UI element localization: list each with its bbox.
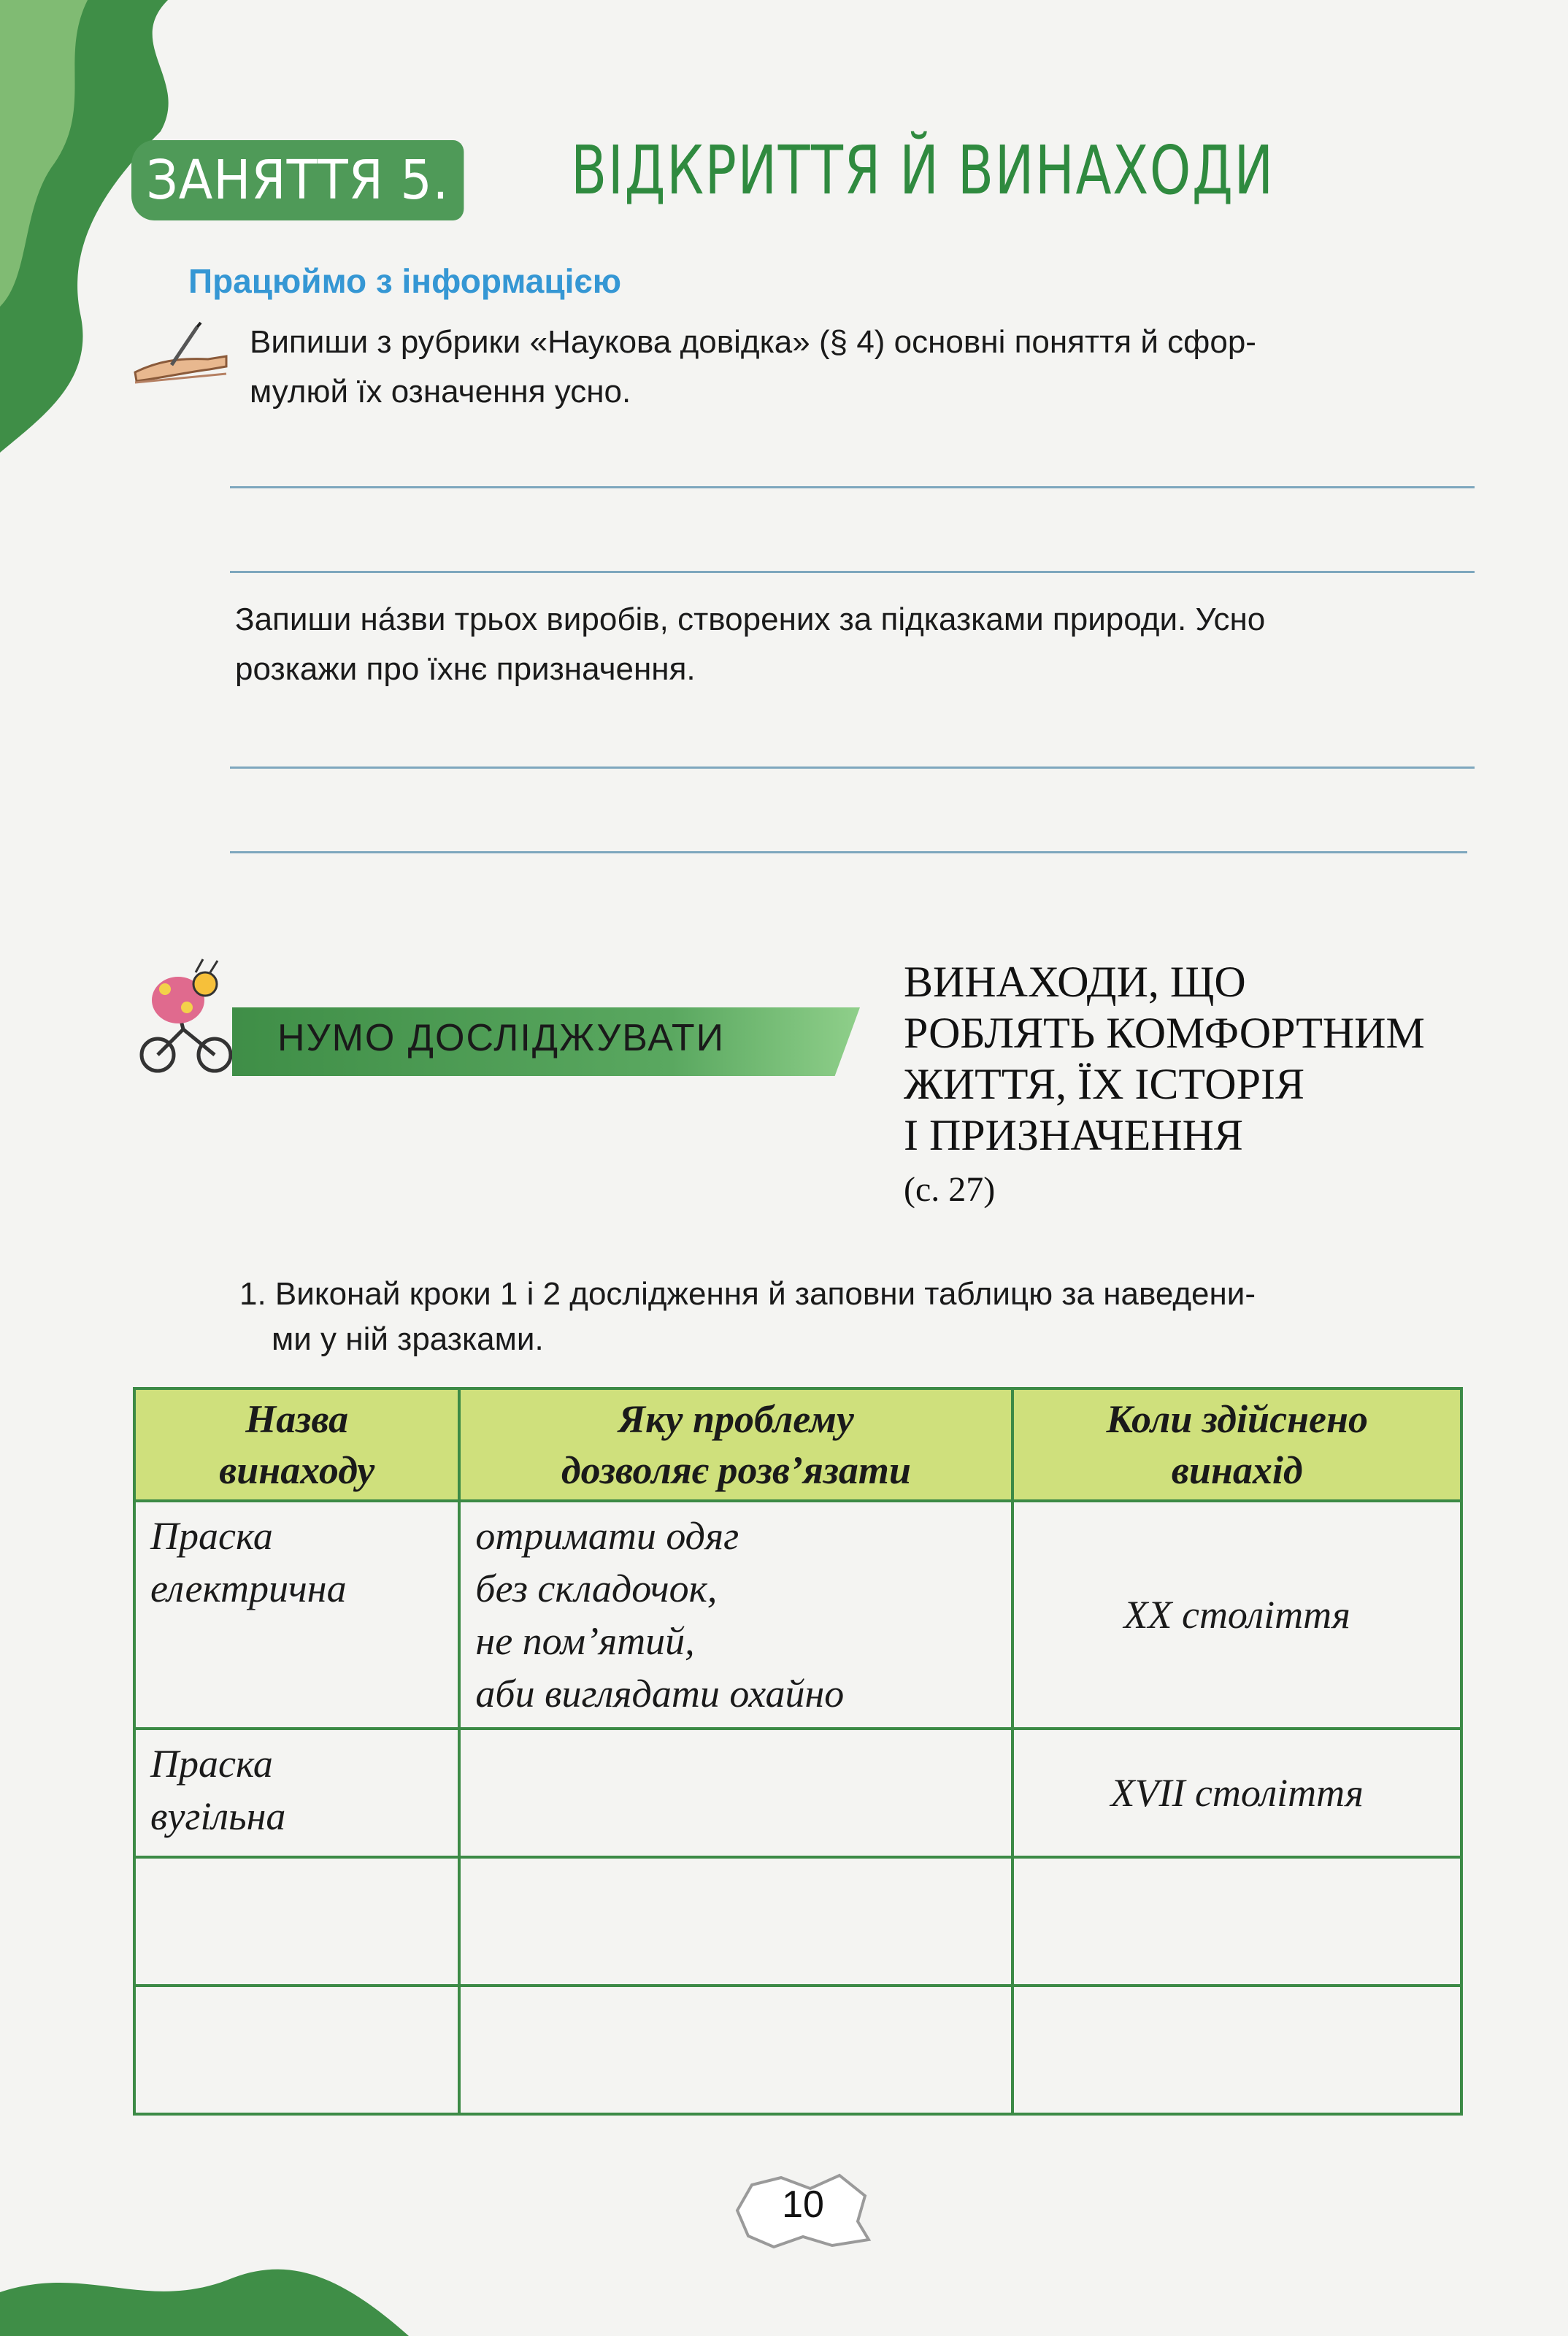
cell-when[interactable]: XVII століття xyxy=(1012,1729,1461,1857)
table-row xyxy=(134,1986,1461,2114)
cell-line: не пом’ятий, xyxy=(475,1619,695,1663)
page-number: 10 xyxy=(782,2183,824,2226)
table-row xyxy=(134,1857,1461,1986)
header-line: винахід xyxy=(1171,1448,1303,1492)
column-header-when xyxy=(1012,1388,1461,1501)
answer-line[interactable] xyxy=(230,851,1467,853)
task2-line2: розкажи про їхнє призначення. xyxy=(235,651,696,687)
cell-line: Праска xyxy=(150,1514,273,1558)
task2-line1: Запиши на́зви трьох виробів, створених за підказками природи. Усно xyxy=(235,602,1266,637)
cell-name[interactable] xyxy=(134,1986,459,2114)
explore-task-line1: 1. Виконай кроки 1 і 2 дослідження й заповни таблицю за наведени- xyxy=(239,1276,1256,1312)
explore-task-line2: ми у ній зразками. xyxy=(272,1321,544,1357)
task1-line2: мулюй їх означення усно. xyxy=(250,374,631,410)
cell-line: вугільна xyxy=(150,1794,286,1838)
reading-title-line: І ПРИЗНАЧЕННЯ xyxy=(904,1111,1243,1159)
cell-line: електрична xyxy=(150,1567,347,1610)
cyclist-icon xyxy=(136,956,238,1073)
cell-when[interactable] xyxy=(1012,1857,1461,1986)
header-line: Яку проблему xyxy=(618,1397,854,1441)
cell-line: аби виглядати охайно xyxy=(475,1672,845,1716)
explore-section-label: НУМО ДОСЛІДЖУВАТИ xyxy=(277,1017,725,1059)
reading-title-line: ЖИТТЯ, ЇХ ІСТОРІЯ xyxy=(904,1060,1304,1108)
reading-title-line: РОБЛЯТЬ КОМФОРТНИМ xyxy=(904,1009,1425,1057)
answer-line[interactable] xyxy=(230,571,1475,573)
cell-when[interactable]: XX століття xyxy=(1012,1501,1461,1729)
header-line: Коли здійснено xyxy=(1106,1397,1368,1441)
lesson-title: ВІДКРИТТЯ Й ВИНАХОДИ xyxy=(571,131,1275,210)
writing-hand-icon xyxy=(128,321,230,387)
cell-problem[interactable] xyxy=(459,1501,1012,1729)
header-line: винаходу xyxy=(219,1448,375,1492)
task1-line1: Випиши з рубрики «Наукова довідка» (§ 4) основні поняття й сфор- xyxy=(250,324,1256,360)
reading-page-ref: (с. 27) xyxy=(904,1170,996,1209)
cell-line: Праска xyxy=(150,1742,273,1786)
cell-line: без складочок, xyxy=(475,1567,718,1610)
cell-name[interactable] xyxy=(134,1857,459,1986)
header-line: дозволяє розв’язати xyxy=(561,1448,911,1492)
cell-name[interactable] xyxy=(134,1729,459,1857)
cell-problem[interactable] xyxy=(459,1729,1012,1857)
decorative-green-blob xyxy=(0,0,241,467)
lesson-badge: ЗАНЯТТЯ 5. xyxy=(131,140,464,220)
column-header-problem xyxy=(459,1388,1012,1501)
cell-line: отримати одяг xyxy=(475,1514,739,1558)
column-header-name xyxy=(134,1388,459,1501)
table-header-row xyxy=(134,1388,1461,1501)
reading-title xyxy=(904,956,1425,1161)
cell-problem[interactable] xyxy=(459,1986,1012,2114)
inventions-table xyxy=(133,1387,1463,2116)
cell-when[interactable] xyxy=(1012,1986,1461,2114)
table-row xyxy=(134,1729,1461,1857)
decorative-green-blob-bottom xyxy=(0,2248,409,2336)
cell-name[interactable] xyxy=(134,1501,459,1729)
table-row xyxy=(134,1501,1461,1729)
header-line: Назва xyxy=(245,1397,349,1441)
reading-title-line: ВИНАХОДИ, ЩО xyxy=(904,958,1246,1006)
cell-problem[interactable] xyxy=(459,1857,1012,1986)
section-heading: Працюймо з інформацією xyxy=(188,262,622,300)
answer-line[interactable] xyxy=(230,486,1475,488)
answer-line[interactable] xyxy=(230,766,1475,769)
